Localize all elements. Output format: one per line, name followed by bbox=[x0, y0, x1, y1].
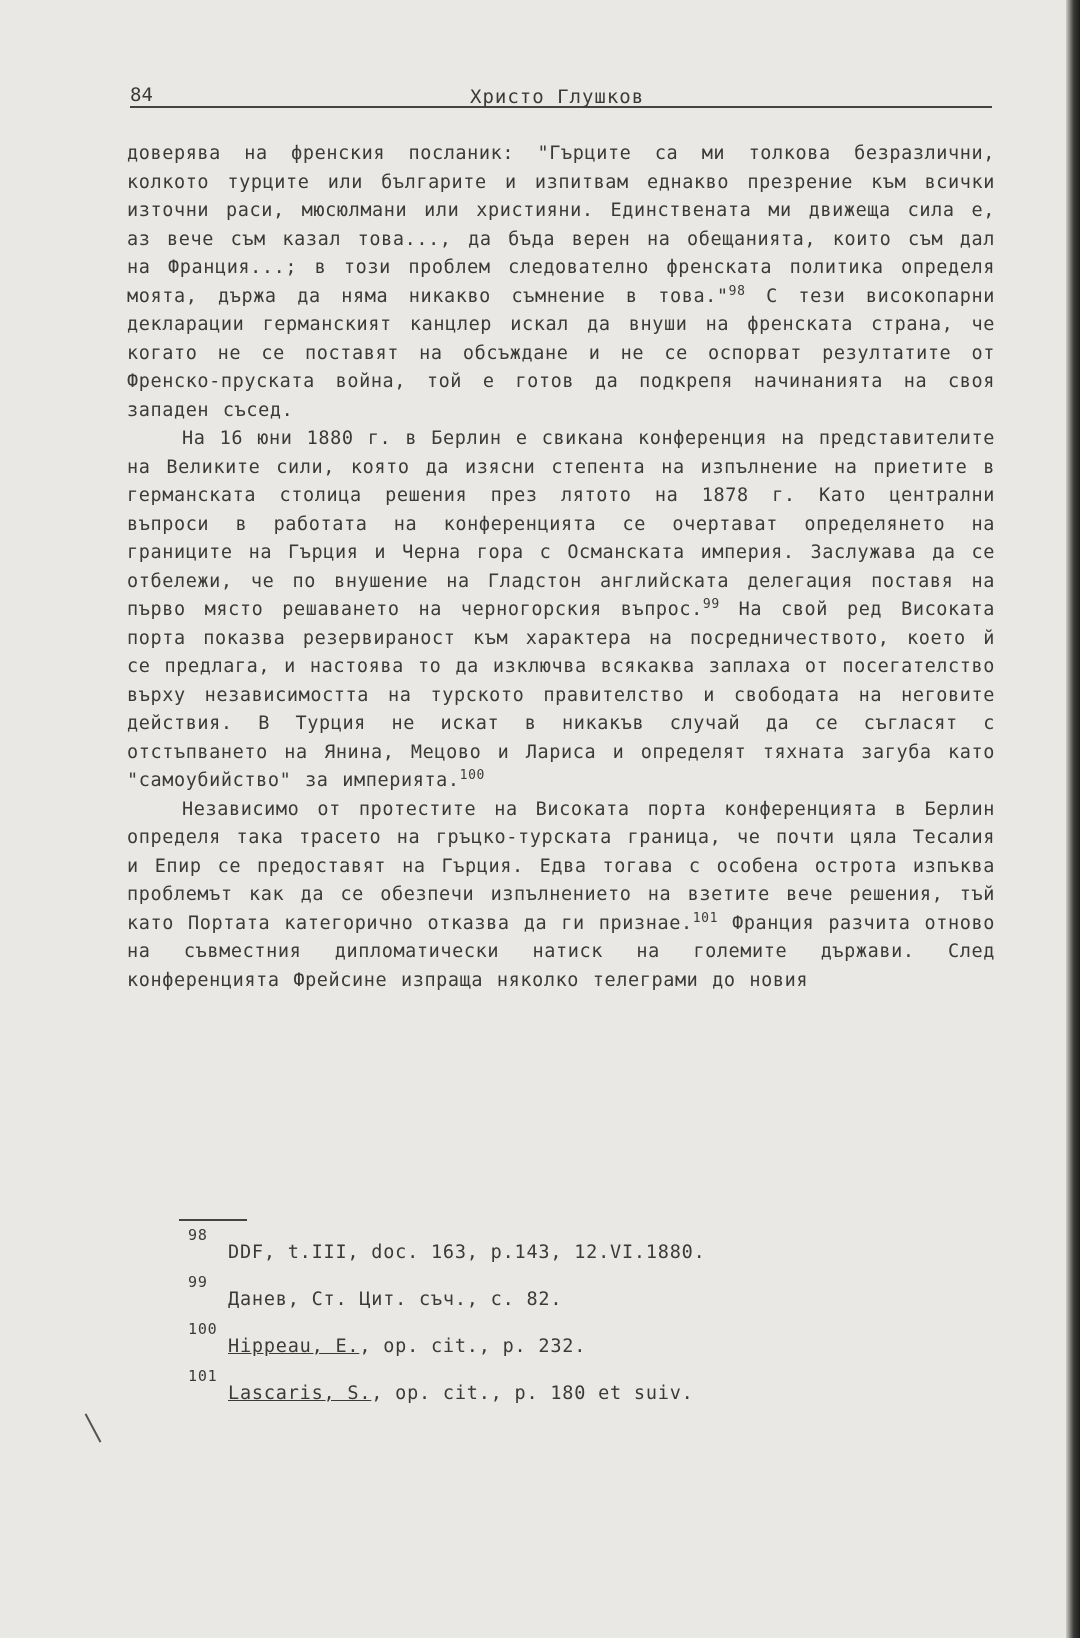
footnote-100 bbox=[182, 1320, 882, 1367]
footnote-101 bbox=[182, 1367, 882, 1414]
footnote-number: 99 bbox=[188, 1273, 208, 1291]
footnote-ref-98[interactable]: 98 bbox=[728, 283, 746, 299]
footnote-number: 100 bbox=[188, 1320, 218, 1338]
paragraph-2-text-a: На 16 юни 1880 г. в Берлин е свикана конференция на представителите на Великите сили, която да изясни степента на изпълнение на приетите в германската столица решения през лятото на 1878 г. Като централни въпроси в работата на конференцията се очертават определянето на границите на Гърция и Черна гора с Османската империя. Заслужава да се отбележи, че по внушение на Гладстон английската делегация поставя на първо място решаването на черногорския въпрос. bbox=[127, 428, 995, 620]
page-edge-shadow bbox=[1066, 0, 1080, 1638]
footnote-ref-99[interactable]: 99 bbox=[702, 596, 720, 612]
paragraph-1-text-b: С тези високопарни декларации германският канцлер искал да внуши на френската страна, че когато не се поставят на обсъждане и не се оспорват резултатите от Френско-пруската война, той е готов да подкрепя начинанията на своя западен съсед. bbox=[127, 285, 995, 421]
footnote-ref-100[interactable]: 100 bbox=[459, 767, 485, 783]
footnote-author: Lascaris, S. bbox=[228, 1383, 372, 1404]
footnote-separator bbox=[179, 1219, 247, 1221]
page-number: 84 bbox=[130, 84, 153, 106]
footnote-citation: , op. cit., p. 232. bbox=[359, 1336, 587, 1357]
paragraph-2 bbox=[127, 425, 995, 796]
paragraph-3-text-b: Франция разчита отново на съвместния дипломатически натиск на големите държави. След конференцията Фрейсине изпраща няколко телеграми до новия bbox=[127, 912, 995, 991]
footnote-number: 98 bbox=[188, 1226, 208, 1244]
page-header bbox=[130, 80, 992, 108]
footnote-ref-101[interactable]: 101 bbox=[692, 910, 718, 926]
footnote-99 bbox=[182, 1273, 882, 1320]
footnote-text bbox=[228, 1289, 562, 1310]
paragraph-3 bbox=[127, 796, 995, 996]
paragraph-2-text-b: На свой ред Високата порта показва резервираност към характера на посредничеството, което й се предлага, и настоява то да изключва всякаква заплаха от посегателство върху независимостта на турското правителство и свободата на неговите действия. В Турция не искат в никакъв случай да се съгласят с отстъпването на Янина, Мецово и Лариса и определят тяхната загуба като "самоубийство" за империята. bbox=[127, 599, 995, 791]
footnote-text bbox=[228, 1383, 694, 1404]
footnote-citation: Данев, Ст. Цит. съч., с. 82. bbox=[228, 1289, 563, 1310]
footnotes bbox=[182, 1226, 882, 1414]
footnote-98 bbox=[182, 1226, 882, 1273]
footnote-text bbox=[228, 1242, 706, 1263]
running-title: Христо Глушков bbox=[470, 86, 645, 108]
footnote-text bbox=[228, 1336, 586, 1357]
paragraph-1 bbox=[127, 140, 995, 425]
main-text bbox=[127, 140, 995, 995]
footnote-number: 101 bbox=[188, 1367, 218, 1385]
footnote-citation: DDF, t.III, doc. 163, p.143, 12.VI.1880. bbox=[228, 1242, 706, 1263]
paragraph-3-text-a: Независимо от протестите на Високата порта конференцията в Берлин определя така трасето на гръцко-турската граница, че почти цяла Тесалия и Епир се предоставят на Гърция. Едва тогава с особена острота изпъква проблемът как да се обезпечи изпълнението на взетите вече решения, тъй като Портата категорично отказва да ги признае. bbox=[127, 798, 995, 934]
footnote-citation: , op. cit., p. 180 et suiv. bbox=[371, 1383, 694, 1404]
footnote-author: Hippeau, E. bbox=[228, 1336, 360, 1357]
paragraph-1-text-a: доверява на френския посланик: "Гърците са ми толкова безразлични, колкото турците или българите и изпитвам еднакво презрение към всички източни раси, мюсюлмани или християни. Единствената ми движеща сила е, аз вече съм казал това..., да бъда верен на обещанията, които съм дал на Франция...; в този проблем следователно френската политика определя моята, държа да няма никакво съмнение в това." bbox=[127, 143, 995, 307]
pencil-mark bbox=[85, 1413, 102, 1442]
